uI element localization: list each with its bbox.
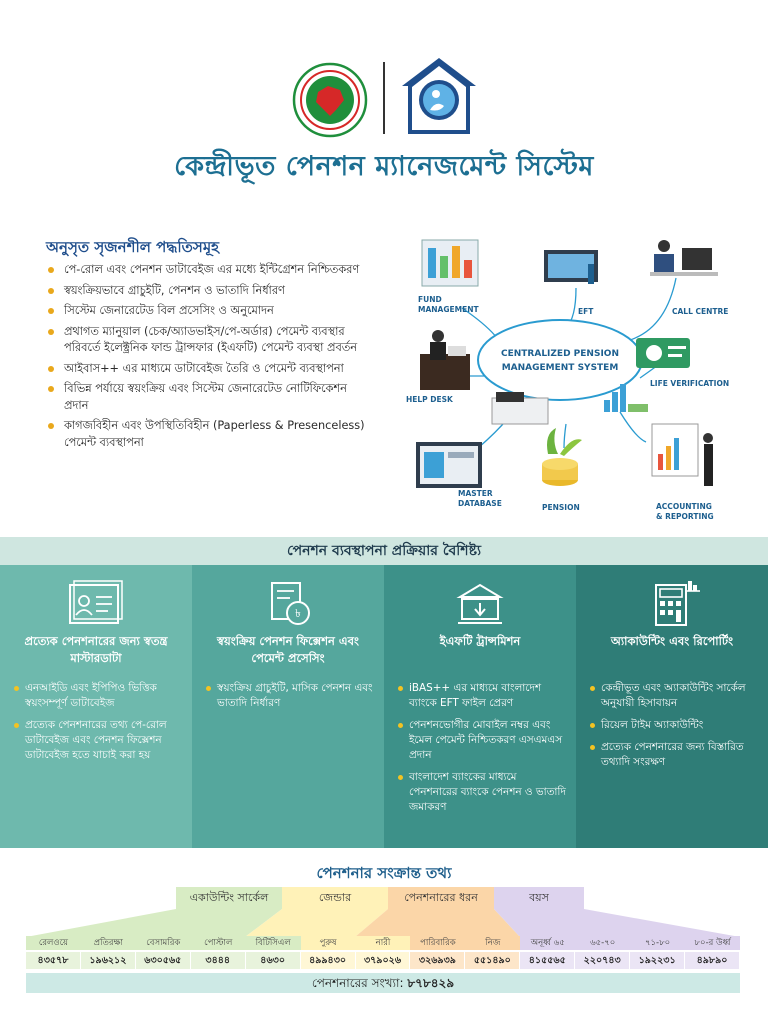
feature-text: প্রত্যেক পেনশনারের জন্য বিস্তারিত তথ্যাদি সংরক্ষণ (601, 741, 744, 768)
method-item (48, 324, 370, 357)
method-text: আইবাস++ এর মাধ্যমে ডাটাবেইজ তৈরি ও পেমেন্ট ব্যবস্থাপনা (64, 361, 344, 375)
value-cell: ৫৫১৪৯০ (465, 952, 520, 969)
methods-heading: অনুসৃত সৃজনশীল পদ্ধতিসমূহ (46, 238, 220, 256)
method-item (48, 303, 370, 320)
bullet-icon (48, 267, 54, 273)
method-text: পে-রোল এবং পেনশন ডাটাবেইজ এর মধ্যে ইন্টিগ্রেশন নিশ্চিতকরণ (64, 263, 360, 276)
center-line-1: CENTRALIZED PENSION (501, 349, 619, 359)
feature-text: এনআইডি এবং ইপিপিও ভিত্তিক স্বয়ংসম্পূর্ণ ডাটাবেইজ (25, 682, 157, 709)
call-centre-icon (650, 240, 718, 276)
feature-text: iBAS++ এর মাধ্যমে বাংলাদেশ ব্যাংকে EFT ফাইল প্রেরণ (409, 682, 542, 709)
center-line-2: MANAGEMENT SYSTEM (501, 363, 619, 373)
methods-list (48, 262, 370, 455)
sub-label: পোস্টাল (191, 936, 246, 950)
fund-label-2: MANAGEMENT (418, 305, 479, 314)
feature-list (14, 681, 182, 770)
bullet-icon (48, 366, 54, 372)
life-verification-label: LIFE VERIFICATION (650, 379, 730, 388)
sub-label: বিটিসিএল (246, 936, 301, 950)
pension-label: PENSION (542, 503, 580, 512)
sub-label: পুরুষ (301, 936, 356, 950)
method-item (48, 418, 370, 451)
category-gender: জেন্ডার (282, 887, 388, 909)
eft-label: EFT (578, 307, 594, 316)
total-label: পেনশনারের সংখ্যা: (311, 976, 404, 990)
feature-item (590, 681, 758, 711)
method-text: সিস্টেম জেনারেটেড বিল প্রসেসিং ও অনুমোদন (64, 304, 274, 317)
feature-item (398, 770, 566, 815)
features-heading: পেনশন ব্যবস্থাপনা প্রক্রিয়ার বৈশিষ্ট্য (286, 543, 482, 559)
value-cell: ৪৩৫৭৮ (26, 952, 81, 969)
pension-fund-management-logo (400, 56, 478, 140)
sub-label: রেলওয়ে (26, 936, 81, 950)
feature-list (590, 681, 758, 777)
feature-column-masterdata (0, 565, 192, 848)
accounting-reporting-icon (652, 424, 713, 486)
bullet-icon (48, 423, 54, 429)
svg-text:৳: ৳ (295, 607, 301, 620)
help-desk-icon (420, 330, 470, 390)
sub-label: নারী (356, 936, 411, 950)
header-logos (0, 52, 768, 142)
bullet-icon (48, 329, 54, 335)
sub-label: ৮০-র উর্ধ্ব (685, 936, 740, 950)
method-text: কাগজবিহীন এবং উপস্থিতিবিহীন (Paperless & Presenceless) পেমেন্ট ব্যবস্থাপনা (64, 419, 365, 449)
help-desk-label: HELP DESK (406, 395, 453, 404)
value-cell: ৩২৬৯৩৯ (410, 952, 465, 969)
feature-column-eft (384, 565, 576, 848)
method-item (48, 283, 370, 300)
feature-text: কেন্দ্রীভূত এবং অ্যাকাউন্টিং সার্কেল অনুযায়ী হিসাবায়ন (601, 682, 746, 709)
value-cell: ৬৩০৫৬৫ (136, 952, 191, 969)
method-item (48, 361, 370, 378)
accounting-label-1: ACCOUNTING (656, 502, 712, 511)
feature-title: প্রত্যেক পেনশনারের জন্য স্বতন্ত্র মাস্টারডাটা (24, 634, 168, 665)
sub-label: ৭১-৮০ (630, 936, 685, 950)
pensioner-info-heading: পেনশনার সংক্রান্ত তথ্য (316, 864, 452, 882)
master-database-icon (416, 442, 482, 488)
sub-label: পারিবারিক (410, 936, 465, 950)
logo-divider (383, 62, 385, 134)
bullet-icon (398, 775, 403, 780)
bullet-icon (398, 723, 403, 728)
id-card-icon (66, 579, 126, 629)
bullet-icon (206, 686, 211, 691)
sub-label: নিজ (465, 936, 520, 950)
bullet-icon (48, 386, 54, 392)
master-label-2: DATABASE (458, 499, 502, 508)
sub-label: ৬৫-৭০ (575, 936, 630, 950)
eft-icon (544, 250, 598, 284)
value-cell: ৪৬৩০ (246, 952, 301, 969)
value-cell: ১৯৬২১২ (81, 952, 136, 969)
feature-item (206, 681, 374, 711)
features-banner (0, 537, 768, 565)
category-pensioner-type: পেনশনারের ধরন (388, 887, 494, 909)
accounting-label-2: & REPORTING (656, 512, 714, 521)
value-cell: ২২০৭৪৩ (575, 952, 630, 969)
life-verification-icon (636, 338, 690, 368)
feature-item (14, 681, 182, 711)
feature-item (398, 681, 566, 711)
government-seal-logo (292, 62, 368, 138)
bullet-icon (590, 686, 595, 691)
feature-text: রিয়েল টাইম অ্যাকাউন্টিং (601, 719, 704, 731)
total-value: ৮৭৮৪২৯ (407, 976, 455, 990)
value-cell: ৩৭৯০২৬ (356, 952, 411, 969)
master-label-1: MASTER (458, 489, 493, 498)
bank-transfer-icon (450, 579, 510, 629)
sub-category-row (26, 936, 740, 950)
feature-column-accounting (576, 565, 768, 848)
feature-item (398, 718, 566, 763)
feature-list (398, 681, 566, 822)
category-age: বয়স (494, 887, 584, 909)
document-money-icon (258, 579, 318, 629)
pension-coins-icon (542, 428, 582, 486)
feature-item (14, 718, 182, 763)
value-cell: ৩৪৪৪ (191, 952, 246, 969)
bullet-icon (48, 288, 54, 294)
method-text: প্রথাগত ম্যানুয়াল (চেক/অ্যাডভাইস/পে-অর্ডার) পেমেন্ট ব্যবস্থার পরিবর্তে ইলেক্ট্রনিক ফান্ড ট্রান্সফার (ইএফটি) পেমেন্ট ব্যবস্থা প্রবর্তন (64, 324, 357, 354)
feature-text: প্রত্যেক পেনশনারের তথ্য পে-রোল ডাটাবেইজ এবং পেনশন ফিক্সেশন ডাটাবেইজ হতে যাচাই করা হয় (25, 719, 167, 761)
bullet-icon (14, 723, 19, 728)
bullet-icon (590, 745, 595, 750)
feature-columns (0, 565, 768, 848)
feature-title: অ্যাকাউন্টিং এবং রিপোর্টিং (610, 634, 734, 648)
category-band (176, 887, 584, 909)
method-text: বিভিন্ন পর্যায়ে স্বয়ংক্রিয় এবং সিস্টেম জেনারেটেড নোটিফিকেশন প্রদান (64, 382, 347, 412)
total-pensioners-bar (26, 973, 740, 993)
value-cell: ৪৯৮৯০ (685, 952, 740, 969)
feature-title: স্বয়ংক্রিয় পেনশন ফিক্সেশন এবং পেমেন্ট প্রসেসিং (217, 634, 359, 665)
system-diagram (396, 228, 740, 528)
feature-list (206, 681, 374, 718)
method-text: স্বয়ংক্রিয়ভাবে গ্রাচুইটি, পেনশন ও ভাতাদি নির্ধারণ (64, 283, 285, 297)
sub-label: বেসামরিক (136, 936, 191, 950)
feature-item (590, 718, 758, 733)
page-title: কেন্দ্রীভূত পেনশন ম্যানেজমেন্ট সিস্টেম (174, 151, 594, 182)
bullet-icon (590, 723, 595, 728)
bullet-icon (398, 686, 403, 691)
feature-text: বাংলাদেশ ব্যাংকের মাধ্যমে পেনশনারের ব্যাংকে পেনশন ও ভাতাদি জমাকরণ (409, 771, 566, 813)
value-row (26, 952, 740, 969)
sub-label: অনূর্ধ্ব ৬৫ (520, 936, 575, 950)
feature-title: ইএফটি ট্রান্সমিশন (439, 634, 521, 648)
calculator-report-icon (642, 579, 702, 629)
fund-label-1: FUND (418, 295, 442, 304)
sub-label: প্রতিরক্ষা (81, 936, 136, 950)
fund-management-icon (422, 240, 478, 286)
call-centre-label: CALL CENTRE (672, 307, 729, 316)
method-item (48, 262, 370, 279)
feature-text: স্বয়ংক্রিয় গ্রাচুইটি, মাসিক পেনশন এবং ভাতাদি নির্ধারণ (217, 682, 373, 709)
category-accounting-circle: একাউন্টিং সার্কেল (176, 887, 282, 909)
bullet-icon (14, 686, 19, 691)
method-item (48, 381, 370, 414)
value-cell: ১৯২২৩১ (630, 952, 685, 969)
value-cell: ৪১৫৫৬৫ (520, 952, 575, 969)
feature-column-auto-fixation (192, 565, 384, 848)
bullet-icon (48, 308, 54, 314)
value-cell: ৪৯৯৪৩০ (301, 952, 356, 969)
center-hub (478, 320, 642, 400)
feature-item (590, 740, 758, 770)
feature-text: পেনশনভোগীর মোবাইল নম্বর এবং ইমেল পেমেন্ট নিশ্চিতকরণ এসএমএস প্রদান (409, 719, 563, 761)
